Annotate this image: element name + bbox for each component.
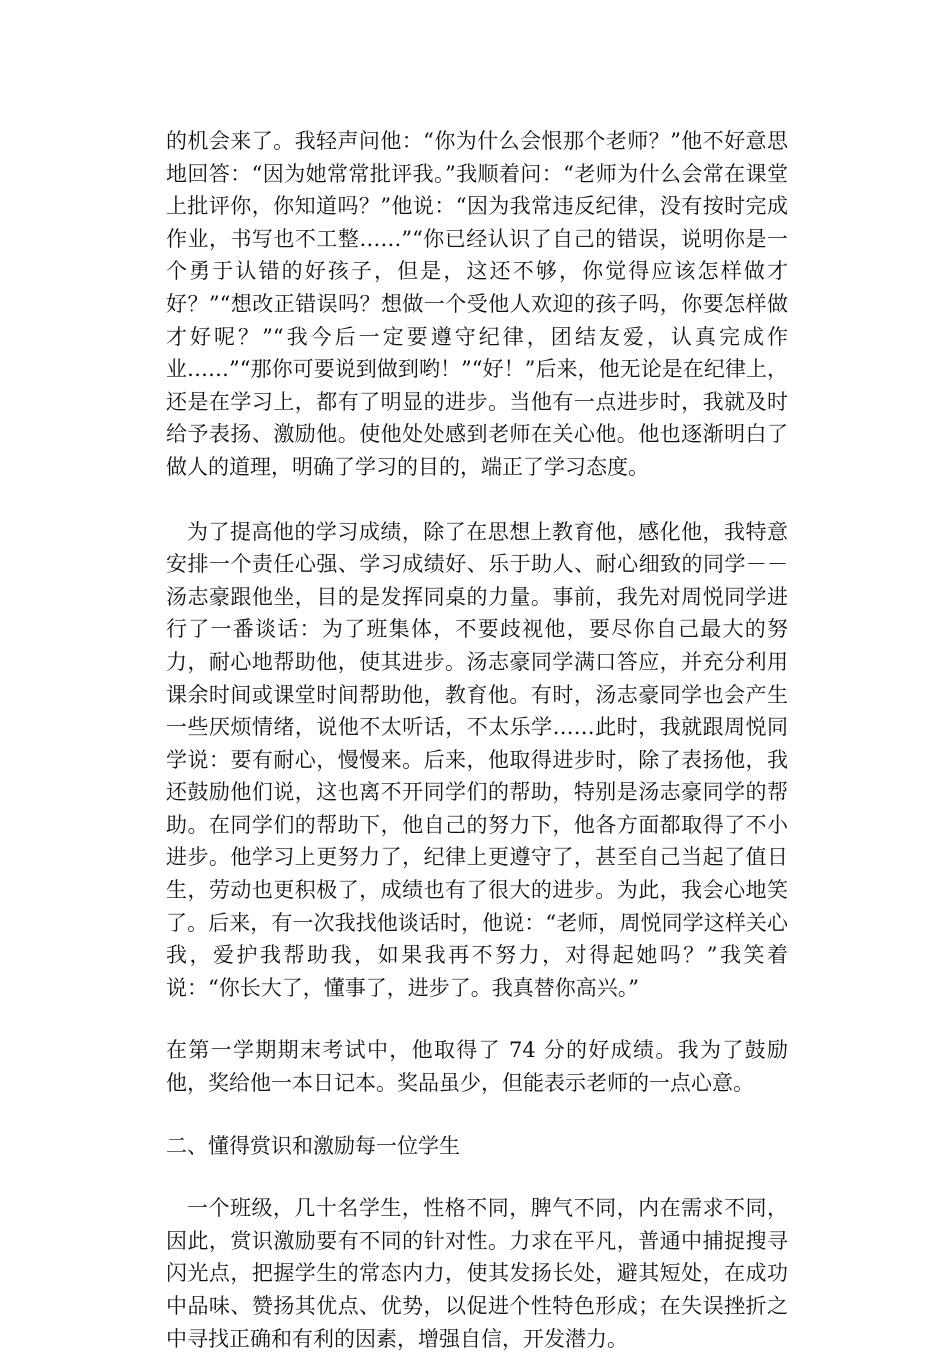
paragraph-appreciation: 一个班级，几十名学生，性格不同，脾气不同，内在需求不同，因此，赏识激励要有不同的针对性。力求在平凡，普通中捕捉搜寻闪光点，把握学生的常态内力，使其发扬长处，避其短处，在成功中品味、赞扬其优点、优势，以促进个性特色形成；在失误挫折之中寻找正确和有利的因素，增强自信，开发潜力。 [166,1196,788,1351]
section-heading: 二、懂得赏识和激励每一位学生 [166,1133,460,1158]
paragraph-peer-help: 为了提高他的学习成绩，除了在思想上教育他，感化他，我特意安排一个责任心强、学习成绩好、乐于助人、耐心细致的同学－－汤志豪跟他坐，目的是发挥同桌的力量。事前，我先对周悦同学进行了一番谈话：为了班集体，不要歧视他，要尽你自己最大的努力，耐心地帮助他，使其进步。汤志豪同学满口答应，并充分利用课余时间或课堂时间帮助他，教育他。有时，汤志豪同学也会产生一些厌烦情绪，说他不太听话，不太乐学……此时，我就跟周悦同学说：要有耐心，慢慢来。后来，他取得进步时，除了表扬他，我还鼓励他们说，这也离不开同学们的帮助，特别是汤志豪同学的帮助。在同学们的帮助下，他自己的努力下，他各方面都取得了不小进步。他学习上更努力了，纪律上更遵守了，甚至自己当起了值日生，劳动也更积极了，成绩也有了很大的进步。为此，我会心地笑了。后来，有一次我找他谈话时，他说：“老师，周悦同学这样关心我，爱护我帮助我，如果我再不努力，对得起她吗？”我笑着说：“你长大了，懂事了，进步了。我真替你高兴。” [166,519,788,1000]
paragraph-dialogue: 的机会来了。我轻声问他：“你为什么会恨那个老师？”他不好意思地回答：“因为她常常批评我。”我顺着问：“老师为什么会常在课堂上批评你，你知道吗？”他说：“因为我常违反纪律，没有按时完成作业，书写也不工整……”“你已经认识了自己的错误，说明你是一个勇于认错的好孩子，但是，这还不够，你觉得应该怎样做才好？”“想改正错误吗？想做一个受他人欢迎的孩子吗，你要怎样做才好呢？”“我今后一定要遵守纪律，团结友爱，认真完成作业……”“那你可要说到做到哟！”“好！”后来，他无论是在纪律上，还是在学习上，都有了明显的进步。当他有一点进步时，我就及时给予表扬、激励他。使他处处感到老师在关心他。他也逐渐明白了做人的道理，明确了学习的目的，端正了学习态度。 [166,129,788,479]
document-body [166,125,788,1355]
paragraph-exam-result: 在第一学期期末考试中，他取得了 74 分的好成绩。我为了鼓励他，奖给他一本日记本。奖品虽少，但能表示老师的一点心意。 [166,1038,788,1096]
